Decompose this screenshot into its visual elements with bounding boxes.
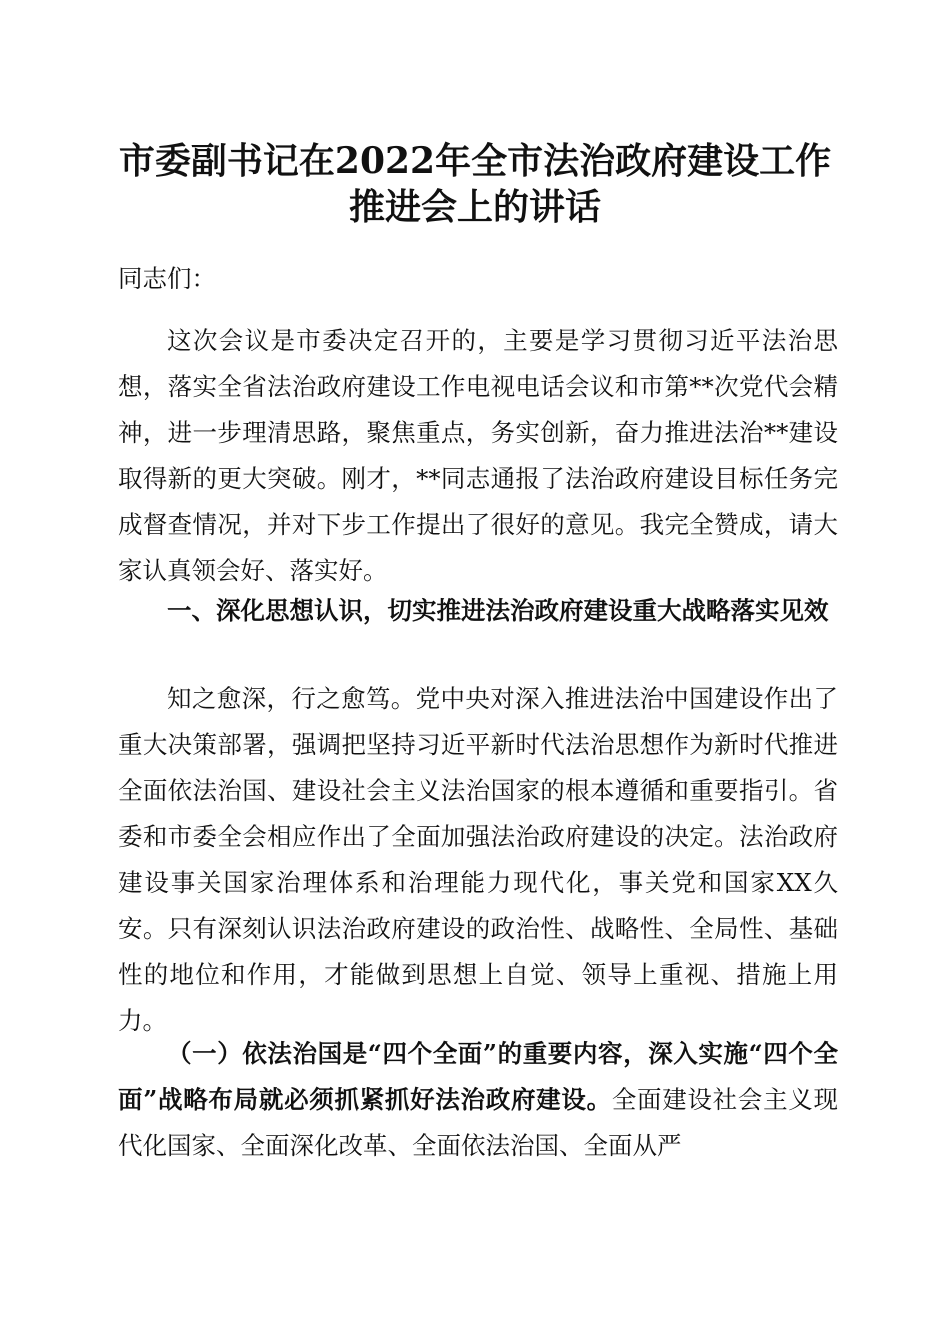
section-heading-1 [118, 588, 838, 634]
paragraph-1 [118, 318, 838, 594]
section-heading-1-text: 一、深化思想认识，切实推进法治政府建设重大战略落实见效 [167, 596, 829, 625]
paragraph-1-text: 这次会议是市委决定召开的，主要是学习贯彻习近平法治思想，落实全省法治政府建设工作电视电话会议和市第**次党代会精神，进一步理清思路，聚焦重点，务实创新，奋力推进法治**建设取得新的更大突破。刚才，**同志通报了法治政府建设目标任务完成督查情况，并对下步工作提出了很好的意见。我完全赞成，请大家认真领会好、落实好。 [118, 326, 838, 585]
document-title-line-2: 推进会上的讲话 [348, 186, 601, 228]
paragraph-3 [118, 1031, 838, 1169]
paragraph-2 [118, 676, 838, 1044]
paragraph-3-text [118, 1031, 838, 1169]
paragraph-3-rest: 全面建设社会主义现代化国家、全面深化改革、全面依法治国、全面从严 [118, 1085, 838, 1160]
paragraph-2-text: 知之愈深，行之愈笃。党中央对深入推进法治中国建设作出了重大决策部署，强调把坚持习近平新时代法治思想作为新时代推进全面依法治国、建设社会主义法治国家的根本遵循和重要指引。省委和市委全会相应作出了全面加强法治政府建设的决定。法治政府建设事关国家治理体系和治理能力现代化，事关党和国家XX久安。只有深刻认识法治政府建设的政治性、战略性、全局性、基础性的地位和作用，才能做到思想上自觉、领导上重视、措施上用力。 [118, 684, 838, 1035]
salutation: 同志们： [118, 264, 216, 293]
subheading-1: （一）依法治国是“四个全面”的重要内容，深入实施“四个全面”战略布局就必须抓紧抓好法治政府建设。 [118, 1039, 838, 1114]
document-title-line-1: 市委副书记在2022年全市法治政府建设工作 [118, 140, 832, 182]
